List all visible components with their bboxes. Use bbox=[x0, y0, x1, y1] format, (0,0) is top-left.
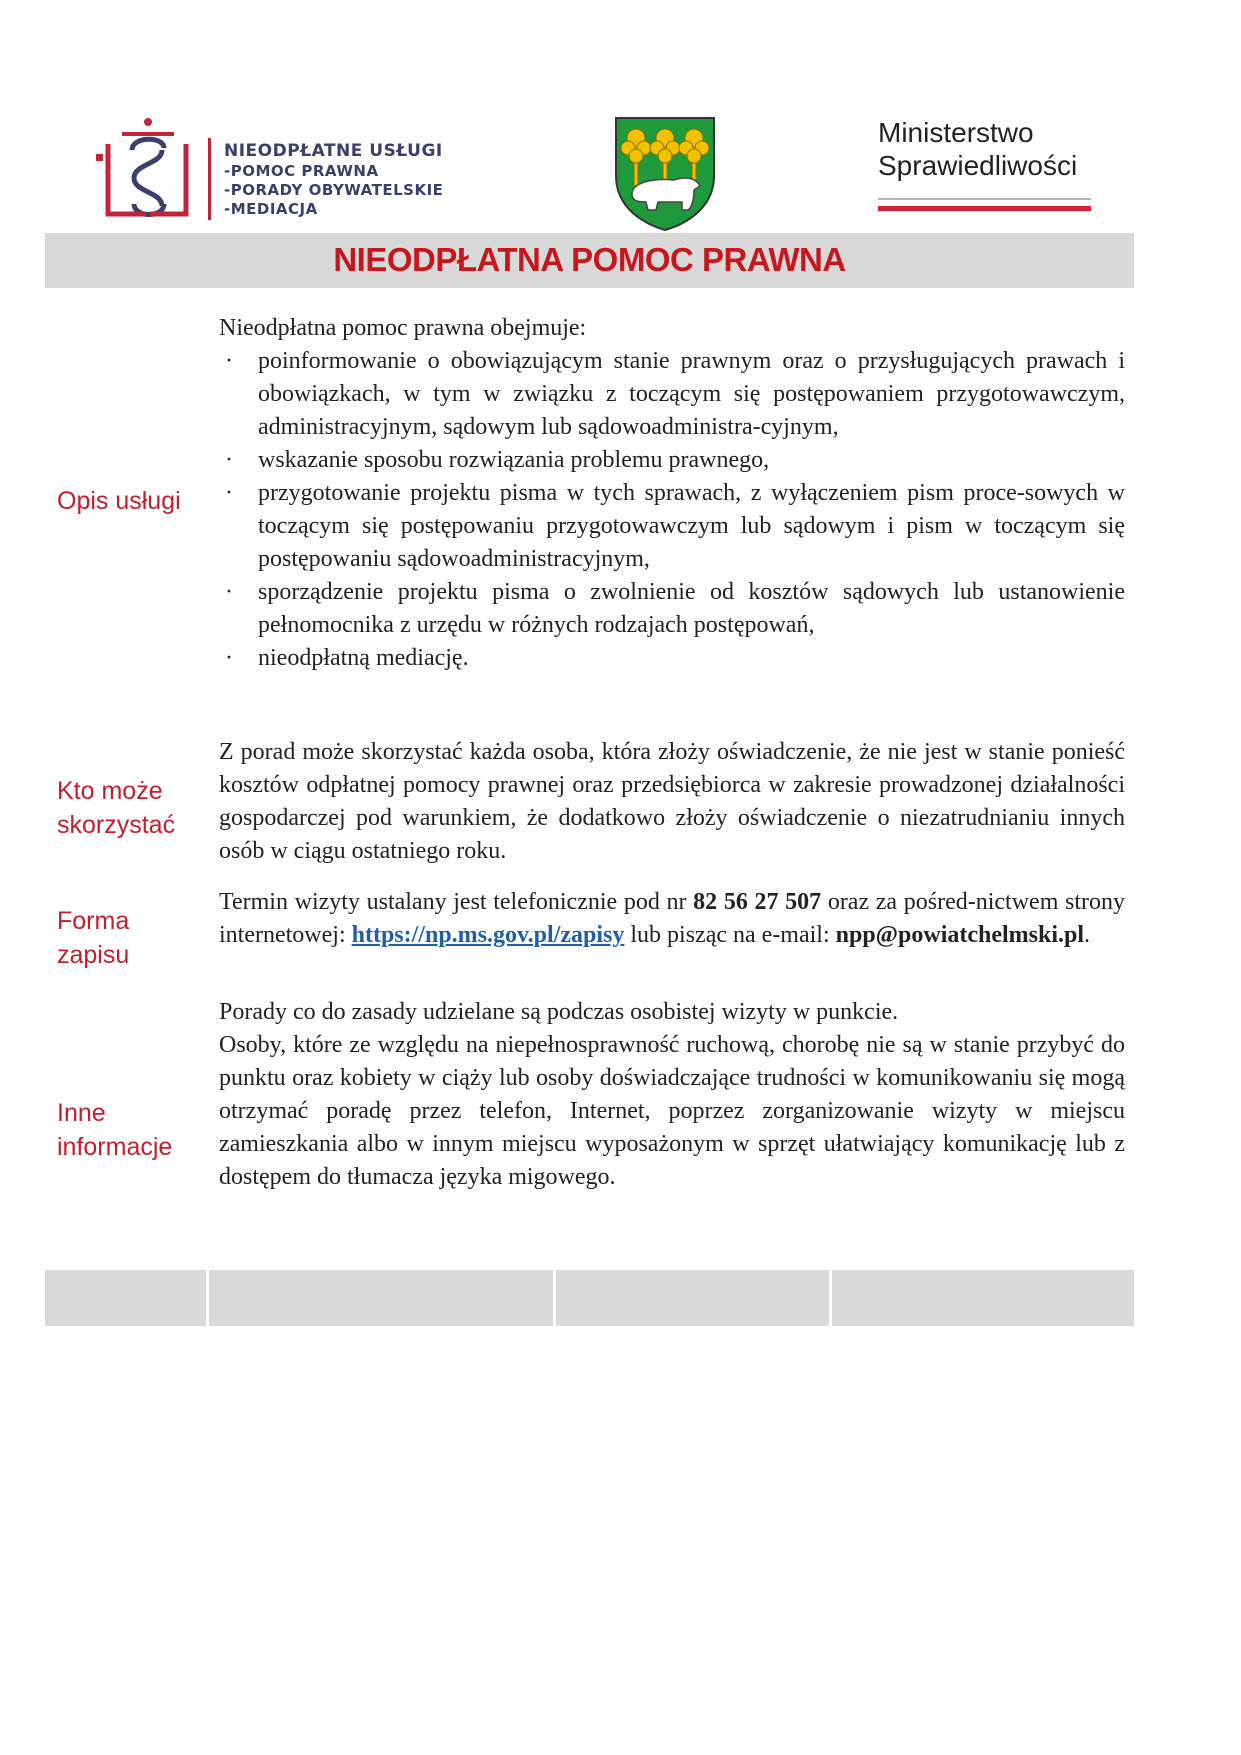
paragraph-book-icon bbox=[88, 114, 198, 224]
page-title: NIEODPŁATNA POMOC PRAWNA bbox=[333, 241, 846, 278]
list-item: · sporządzenie projektu pisma o zwolnienie od kosztów sądowych lub ustanowienie pełnomocnika z urzędu w różnych rodzajach postępowań, bbox=[225, 579, 1125, 638]
info-paragraph: Porady co do zasady udzielane są podczas osobistej wizyty w punkcie. bbox=[219, 999, 899, 1025]
list-item: · przygotowanie projektu pisma w tych sprawach, z wyłączeniem pism proce-sowych w toczącym się postępowaniu przygotowawczym lub sądowym i pism w toczącym się postępowaniu sądowoadministracyjnym, bbox=[225, 480, 1125, 572]
section-kto bbox=[219, 736, 1125, 868]
logo-line: -MEDIACJA bbox=[224, 200, 318, 218]
label-inne: Inne informacje bbox=[57, 1099, 173, 1161]
logo-line: -PORADY OBYWATELSKIE bbox=[224, 181, 444, 199]
list-item: · wskazanie sposobu rozwiązania problemu prawnego, bbox=[225, 447, 770, 473]
ministry-line2: Sprawiedliwości bbox=[878, 150, 1078, 181]
label-forma: Forma zapisu bbox=[57, 907, 130, 969]
footer-cell bbox=[209, 1270, 553, 1326]
email-address: npp@powiatchelmski.pl bbox=[835, 922, 1085, 948]
ministry-red-stripe bbox=[878, 206, 1091, 211]
label-kto: Kto może skorzystać bbox=[57, 777, 176, 839]
ministry-line1: Ministerstwo bbox=[878, 117, 1034, 148]
coat-of-arms bbox=[614, 116, 716, 237]
footer-cell bbox=[45, 1270, 206, 1326]
free-services-logo bbox=[88, 114, 488, 224]
section-forma bbox=[219, 886, 1125, 952]
logo-line: -POMOC PRAWNA bbox=[224, 162, 379, 180]
title-bar bbox=[45, 233, 1134, 288]
footer-row bbox=[45, 1270, 1134, 1326]
intro-text: Nieodpłatna pomoc prawna obejmuje: bbox=[219, 315, 587, 341]
eligibility-text: Z porad może skorzystać każda osoba, która złoży oświadczenie, że nie jest w stanie ponieść kosztów odpłatnej pomocy prawnej oraz przedsiębiorca w zakresie prowadzonej działalności gospodarczej pod warunkiem, że dodatkowo złoży oświadczenie o niezatrudnianiu innych osób w ciągu ostatniego roku. bbox=[219, 739, 1125, 864]
service-list bbox=[219, 345, 1125, 675]
ministry-logo bbox=[878, 116, 1077, 182]
list-item: · poinformowanie o obowiązującym stanie prawnym oraz o przysługujących prawach i obowiązkach, w tym w związku z toczącym się postępowaniem przygotowawczym, administracyjnym, sądowym lub sądowoadministra-cyjnym, bbox=[225, 348, 1125, 440]
footer-cell bbox=[832, 1270, 1134, 1326]
registration-link[interactable]: https://np.ms.gov.pl/zapisy bbox=[351, 922, 625, 948]
logo-title: NIEODPŁATNE USŁUGI bbox=[224, 141, 443, 161]
section-inne bbox=[219, 996, 1125, 1194]
phone-number: 82 56 27 507 bbox=[693, 889, 822, 915]
ministry-gray-stripe bbox=[878, 198, 1091, 200]
list-item: · nieodpłatną mediację. bbox=[225, 645, 469, 671]
footer-cell bbox=[556, 1270, 829, 1326]
section-opis bbox=[219, 312, 1125, 675]
logo-divider bbox=[208, 138, 211, 220]
coat-of-arms-icon bbox=[614, 116, 716, 232]
page-header bbox=[88, 108, 1138, 228]
info-paragraph: Osoby, które ze względu na niepełnosprawność ruchową, chorobę nie są w stanie przybyć do punktu oraz kobiety w ciąży lub osoby doświadczające trudności w komunikowaniu się mogą otrzymać poradę przez telefon, Internet, poprzez zorganizowanie wizyty w miejscu zamieszkania albo w innym miejscu wyposażonym w sprzęt ułatwiający komunikację lub z dostępem do tłumacza języka migowego. bbox=[219, 1032, 1125, 1190]
label-opis: Opis usługi bbox=[57, 487, 181, 515]
registration-text: Termin wizyty ustalany jest telefonicznie pod nr 82 56 27 507 oraz za pośred-nictwem strony internetowej: https://np.ms.gov.pl/zapisy lub pisząc na e-mail: npp@powiatchelmski.pl. bbox=[219, 889, 1126, 948]
